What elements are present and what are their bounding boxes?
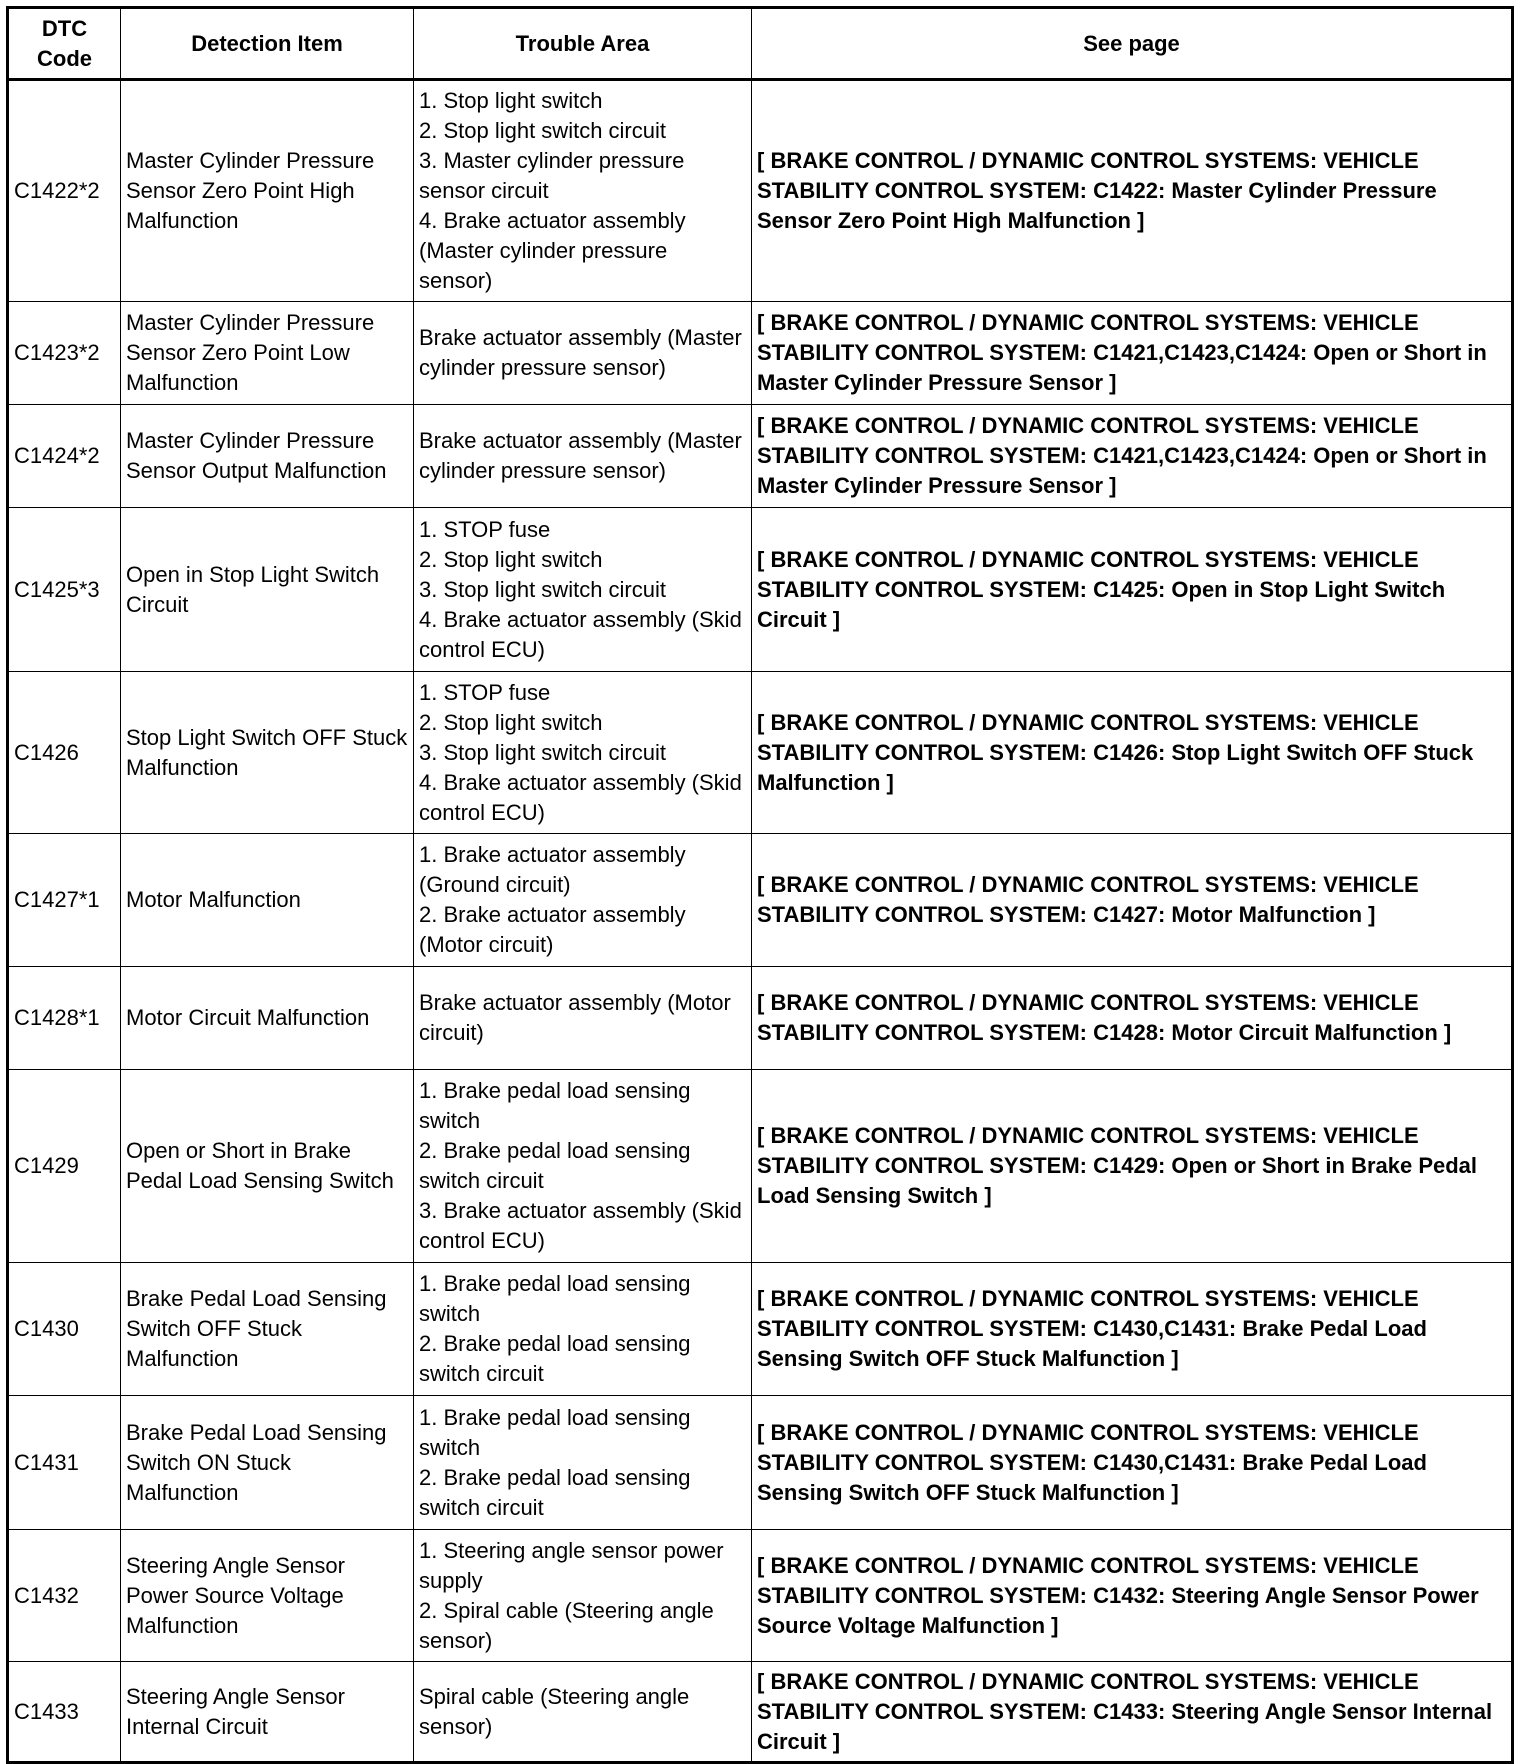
dtc-code: C1424*2 xyxy=(8,405,121,508)
trouble-area-item: 1. STOP fuse xyxy=(419,679,551,705)
dtc-code: C1425*3 xyxy=(8,508,121,672)
detection-item: Master Cylinder Pressure Sensor Zero Point Low Malfunction xyxy=(121,302,414,405)
table-row xyxy=(8,1662,1513,1763)
detection-item: Open in Stop Light Switch Circuit xyxy=(121,508,414,672)
table-row xyxy=(8,672,1513,834)
trouble-area-item: 3. Stop light switch circuit xyxy=(419,739,666,765)
see-page-link[interactable]: [ BRAKE CONTROL / DYNAMIC CONTROL SYSTEMS: VEHICLE STABILITY CONTROL SYSTEM: C1427: Motor Malfunction ] xyxy=(752,834,1513,967)
trouble-area-item: 3. Brake actuator assembly (Skid control ECU) xyxy=(419,1198,742,1253)
trouble-area xyxy=(414,1530,752,1662)
trouble-area-item: 2. Spiral cable (Steering angle sensor) xyxy=(419,1597,714,1653)
see-page-link[interactable]: [ BRAKE CONTROL / DYNAMIC CONTROL SYSTEMS: VEHICLE STABILITY CONTROL SYSTEM: C1422: Master Cylinder Pressure Sensor Zero Point High Malfunction ] xyxy=(752,80,1513,302)
table-row xyxy=(8,1263,1513,1396)
trouble-area-item: 1. Stop light switch xyxy=(419,88,603,113)
trouble-area-item: 4. Brake actuator assembly (Master cylinder pressure sensor) xyxy=(419,208,686,293)
trouble-area xyxy=(414,834,752,967)
table-row xyxy=(8,80,1513,302)
see-page-link[interactable]: [ BRAKE CONTROL / DYNAMIC CONTROL SYSTEMS: VEHICLE STABILITY CONTROL SYSTEM: C1428: Motor Circuit Malfunction ] xyxy=(752,967,1513,1070)
see-page-link[interactable]: [ BRAKE CONTROL / DYNAMIC CONTROL SYSTEMS: VEHICLE STABILITY CONTROL SYSTEM: C1425: Open in Stop Light Switch Circuit ] xyxy=(752,508,1513,672)
trouble-area xyxy=(414,405,752,508)
dtc-code: C1422*2 xyxy=(8,80,121,302)
dtc-code: C1426 xyxy=(8,672,121,834)
table-row xyxy=(8,302,1513,405)
trouble-area xyxy=(414,302,752,405)
table-row xyxy=(8,1530,1513,1662)
detection-item: Steering Angle Sensor Power Source Voltage Malfunction xyxy=(121,1530,414,1662)
see-page-link[interactable]: [ BRAKE CONTROL / DYNAMIC CONTROL SYSTEMS: VEHICLE STABILITY CONTROL SYSTEM: C1421,C1423,C1424: Open or Short in Master Cylinder Pressure Sensor ] xyxy=(752,302,1513,405)
dtc-code: C1430 xyxy=(8,1263,121,1396)
header-row xyxy=(8,8,1513,80)
detection-item: Stop Light Switch OFF Stuck Malfunction xyxy=(121,672,414,834)
detection-item: Open or Short in Brake Pedal Load Sensing Switch xyxy=(121,1070,414,1263)
see-page-link[interactable]: [ BRAKE CONTROL / DYNAMIC CONTROL SYSTEMS: VEHICLE STABILITY CONTROL SYSTEM: C1426: Stop Light Switch OFF Stuck Malfunction ] xyxy=(752,672,1513,834)
dtc-code: C1428*1 xyxy=(8,967,121,1070)
detection-item: Motor Circuit Malfunction xyxy=(121,967,414,1070)
trouble-area-item: 2. Brake pedal load sensing switch circuit xyxy=(419,1138,691,1193)
trouble-area xyxy=(414,80,752,302)
detection-item: Brake Pedal Load Sensing Switch ON Stuck Malfunction xyxy=(121,1396,414,1530)
detection-item: Master Cylinder Pressure Sensor Zero Point High Malfunction xyxy=(121,80,414,302)
trouble-area-item: 2. Stop light switch xyxy=(419,709,603,735)
table-row xyxy=(8,508,1513,672)
dtc-code: C1432 xyxy=(8,1530,121,1662)
trouble-area xyxy=(414,967,752,1070)
trouble-area xyxy=(414,1396,752,1530)
trouble-area-item: 1. Steering angle sensor power supply xyxy=(419,1537,724,1593)
trouble-area-item: 3. Stop light switch circuit xyxy=(419,576,666,602)
trouble-area xyxy=(414,1263,752,1396)
see-page-link[interactable]: [ BRAKE CONTROL / DYNAMIC CONTROL SYSTEMS: VEHICLE STABILITY CONTROL SYSTEM: C1429: Open or Short in Brake Pedal Load Sensing Switch ] xyxy=(752,1070,1513,1263)
trouble-area-item: 4. Brake actuator assembly (Skid control ECU) xyxy=(419,606,742,662)
dtc-code: C1423*2 xyxy=(8,302,121,405)
trouble-area-item: 3. Master cylinder pressure sensor circuit xyxy=(419,148,685,203)
trouble-area-item: 2. Brake pedal load sensing switch circuit xyxy=(419,1331,691,1386)
trouble-area-item: 1. Brake pedal load sensing switch xyxy=(419,1078,691,1133)
see-page-link[interactable]: [ BRAKE CONTROL / DYNAMIC CONTROL SYSTEMS: VEHICLE STABILITY CONTROL SYSTEM: C1432: Steering Angle Sensor Power Source Voltage Malfunction ] xyxy=(752,1530,1513,1662)
detection-item: Steering Angle Sensor Internal Circuit xyxy=(121,1662,414,1763)
trouble-area-item: 1. Brake actuator assembly (Ground circuit) xyxy=(419,842,686,897)
table-row xyxy=(8,1396,1513,1530)
trouble-area-item: 4. Brake actuator assembly (Skid control ECU) xyxy=(419,769,742,825)
table-row xyxy=(8,967,1513,1070)
trouble-area xyxy=(414,672,752,834)
see-page-link[interactable]: [ BRAKE CONTROL / DYNAMIC CONTROL SYSTEMS: VEHICLE STABILITY CONTROL SYSTEM: C1421,C1423,C1424: Open or Short in Master Cylinder Pressure Sensor ] xyxy=(752,405,1513,508)
dtc-table xyxy=(6,6,1514,1764)
table-row xyxy=(8,834,1513,967)
dtc-code: C1429 xyxy=(8,1070,121,1263)
detection-item: Brake Pedal Load Sensing Switch OFF Stuck Malfunction xyxy=(121,1263,414,1396)
see-page-link[interactable]: [ BRAKE CONTROL / DYNAMIC CONTROL SYSTEMS: VEHICLE STABILITY CONTROL SYSTEM: C1430,C1431: Brake Pedal Load Sensing Switch OFF Stuck Malfunction ] xyxy=(752,1263,1513,1396)
detection-item: Master Cylinder Pressure Sensor Output Malfunction xyxy=(121,405,414,508)
detection-item: Motor Malfunction xyxy=(121,834,414,967)
trouble-area-item: 2. Stop light switch xyxy=(419,546,603,572)
table-row xyxy=(8,1070,1513,1263)
header-trouble-area: Trouble Area xyxy=(414,8,752,80)
see-page-link[interactable]: [ BRAKE CONTROL / DYNAMIC CONTROL SYSTEMS: VEHICLE STABILITY CONTROL SYSTEM: C1430,C1431: Brake Pedal Load Sensing Switch OFF Stuck Malfunction ] xyxy=(752,1396,1513,1530)
dtc-code: C1427*1 xyxy=(8,834,121,967)
trouble-area-item: 1. Brake pedal load sensing switch xyxy=(419,1271,691,1326)
header-dtc-code: DTC Code xyxy=(8,8,121,80)
trouble-area-item: 2. Stop light switch circuit xyxy=(419,118,666,143)
trouble-area-item: Brake actuator assembly (Motor circuit) xyxy=(419,990,731,1045)
trouble-area xyxy=(414,1070,752,1263)
dtc-code: C1431 xyxy=(8,1396,121,1530)
header-see-page: See page xyxy=(752,8,1513,80)
trouble-area-item: 1. STOP fuse xyxy=(419,516,551,542)
trouble-area-item: 2. Brake pedal load sensing switch circuit xyxy=(419,1464,691,1520)
header-detection-item: Detection Item xyxy=(121,8,414,80)
trouble-area-item: Spiral cable (Steering angle sensor) xyxy=(419,1683,690,1739)
see-page-link[interactable]: [ BRAKE CONTROL / DYNAMIC CONTROL SYSTEMS: VEHICLE STABILITY CONTROL SYSTEM: C1433: Steering Angle Sensor Internal Circuit ] xyxy=(752,1662,1513,1763)
trouble-area-item: Brake actuator assembly (Master cylinder pressure sensor) xyxy=(419,325,742,380)
trouble-area-item: 2. Brake actuator assembly (Motor circuit) xyxy=(419,902,686,957)
dtc-code: C1433 xyxy=(8,1662,121,1763)
trouble-area-item: Brake actuator assembly (Master cylinder pressure sensor) xyxy=(419,428,742,483)
trouble-area xyxy=(414,508,752,672)
table-row xyxy=(8,405,1513,508)
trouble-area-item: 1. Brake pedal load sensing switch xyxy=(419,1404,691,1460)
trouble-area xyxy=(414,1662,752,1763)
